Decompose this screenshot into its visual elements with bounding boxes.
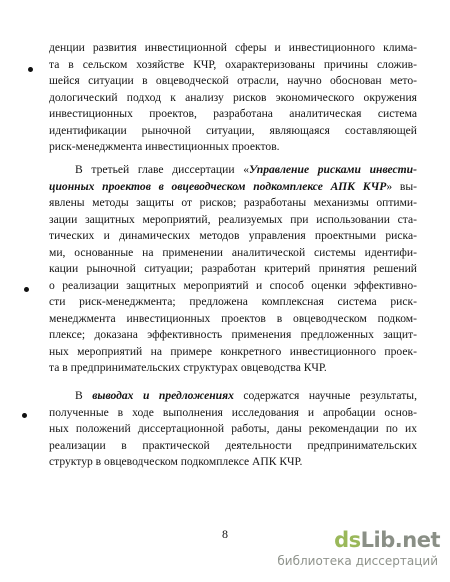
text-line: та в предпринимательских структурах овцеводства КЧР. — [49, 361, 327, 374]
text-line: плексе; доказана эффективность применения предложенных защит- — [49, 328, 417, 341]
text-line: денции развития инвестиционной сферы и инвестиционного клима- — [49, 41, 417, 54]
paragraph-3 — [49, 388, 417, 471]
paragraph-2 — [49, 162, 417, 377]
watermark-wordmark — [334, 528, 440, 552]
text-line: о реализации защитных мероприятий и способ оценки эффективно- — [49, 278, 417, 292]
text-line: риск-менеджмента инвестиционных проектов. — [49, 140, 280, 153]
text-run: содержатся научные результаты, — [233, 389, 417, 402]
watermark-subtitle: библиотека диссертаций — [277, 554, 438, 568]
text-line — [49, 388, 417, 405]
text-line: реализации в практической деятельности предпринимательских — [49, 438, 417, 452]
text-line: зации защитных мероприятий, реализуемых при использовании ста- — [49, 212, 417, 226]
margin-dot-top — [28, 67, 33, 72]
watermark-net: .net — [394, 528, 440, 552]
text-line: полученные в ходе выполнения исследования и апробации основ- — [49, 405, 417, 419]
page-number: 8 — [222, 527, 228, 541]
text-line: кации рыночной ситуации; разработан критерий принятия решений — [49, 262, 417, 275]
text-line: ми, основанные на применении аналитической системы идентифи- — [49, 245, 417, 259]
text-line: структур в овцеводческом подкомплексе АПК КЧР. — [49, 455, 303, 468]
dslib-watermark-logo — [277, 528, 440, 572]
margin-dot-middle — [24, 287, 29, 292]
text-run: В — [75, 389, 93, 402]
text-run: » вы- — [386, 179, 417, 193]
text-line: инвестиционных проектов, разработана аналитическая система — [49, 107, 417, 120]
text-line: менеджмента инвестиционных проектов в овцеводческом подком- — [49, 311, 417, 325]
text-line — [49, 162, 417, 179]
text-line: дологический подход к анализу рисков экономического окружения — [49, 90, 417, 104]
text-line: та в сельском хозяйстве КЧР, охарактеризованы причины сложив- — [49, 57, 417, 71]
margin-dot-bottom — [22, 413, 27, 418]
text-line: шейся ситуации в овцеводческой отрасли, научно обоснован мето- — [49, 74, 417, 87]
watermark-lib: Lib — [360, 528, 395, 552]
paragraph-1 — [49, 40, 417, 156]
section-title-emphasis: выводах и предложениях — [92, 389, 234, 402]
chapter-title-emphasis: Управление рисками инвести- — [249, 163, 417, 176]
text-line: тических и динамических методов управления проектными риска- — [49, 229, 417, 242]
watermark-ds: ds — [334, 528, 361, 552]
text-line: идентификации рыночной ситуации, являющаяся составляющей — [49, 123, 417, 137]
text-line: сти риск-менеджмента; предложена комплексная система риск- — [49, 295, 417, 308]
text-line: ных мероприятий на примере конкретного инвестиционного проек- — [49, 344, 417, 358]
text-run: В третьей главе диссертации « — [75, 163, 249, 176]
text-line: явлены методы защиты от рисков; разработаны механизмы оптими- — [49, 196, 417, 209]
text-line: ных положений диссертационной работы, даны рекомендации по их — [49, 422, 417, 435]
chapter-title-emphasis: ционных проектов в овцеводческом подкомплексе АПК КЧР — [49, 179, 387, 193]
text-line — [49, 179, 417, 196]
